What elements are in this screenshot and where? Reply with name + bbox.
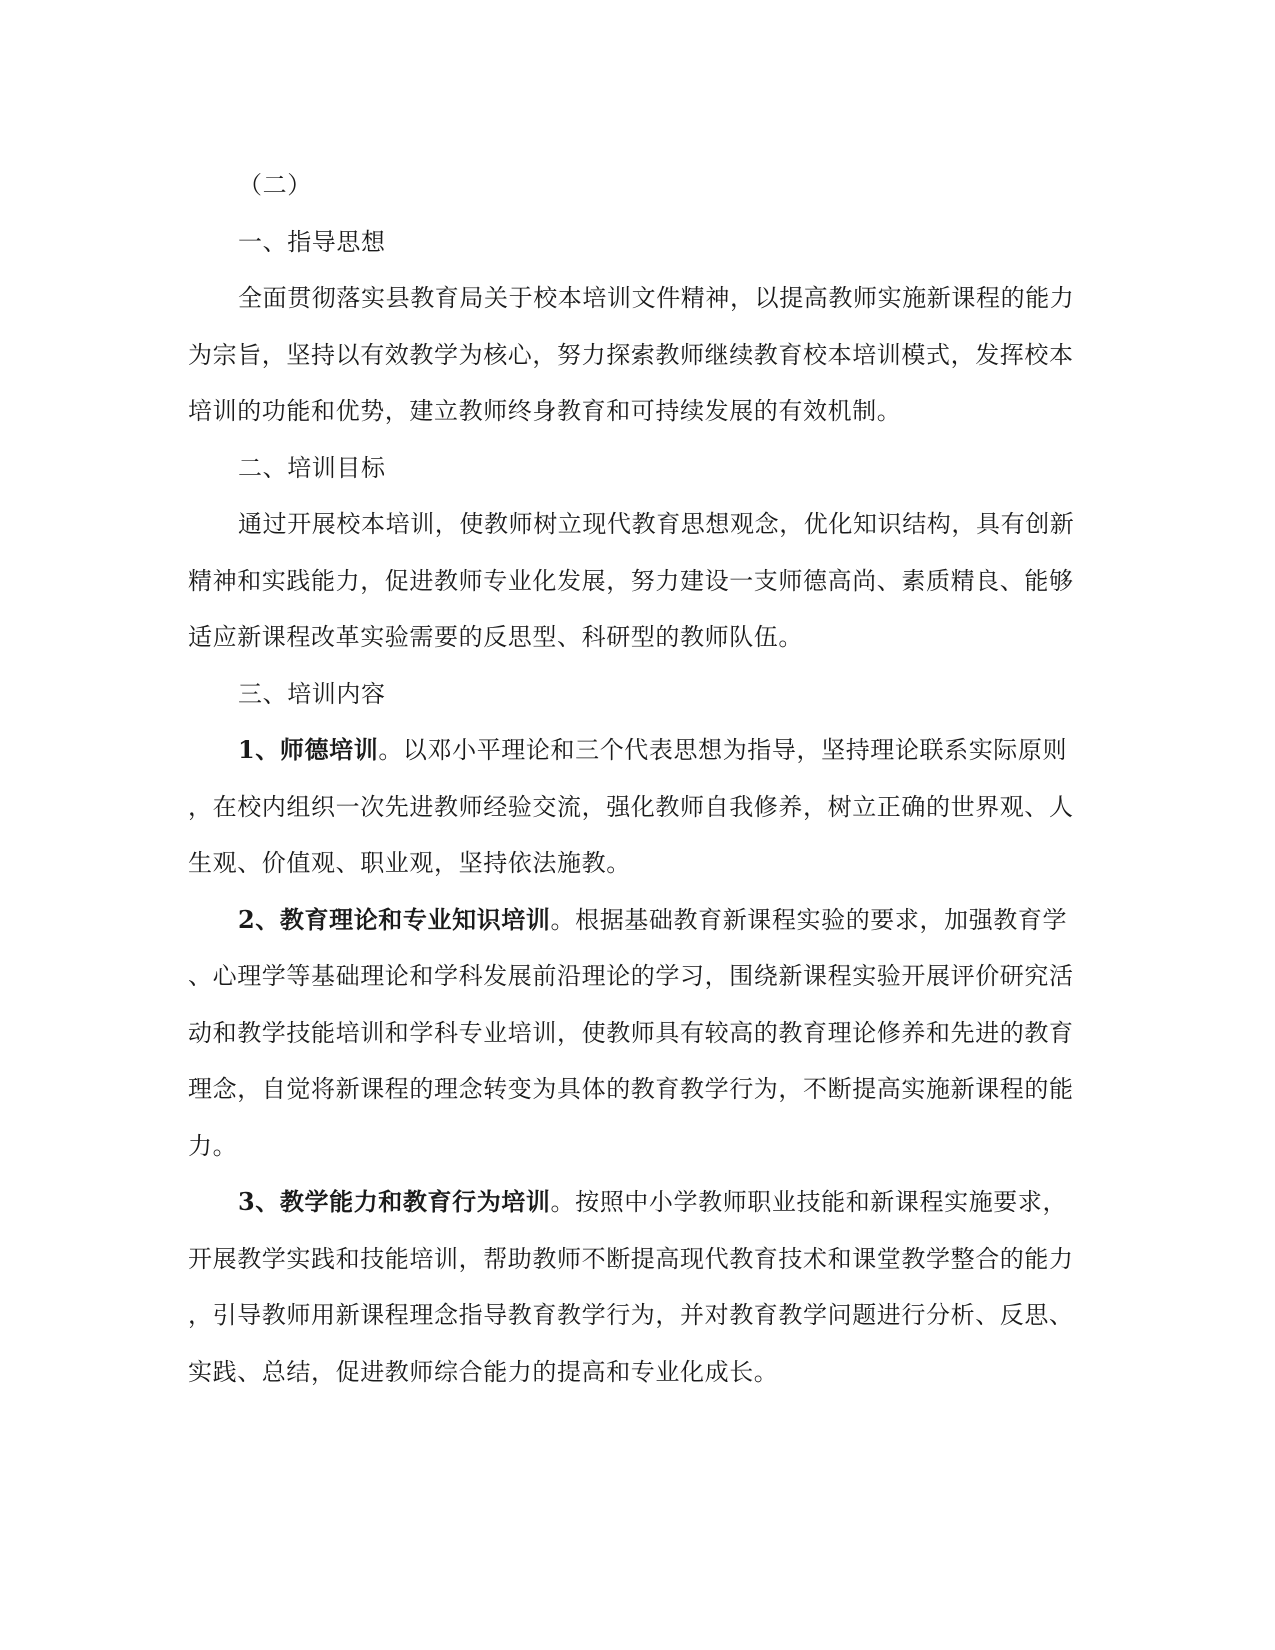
heading-training-content: 三、培训内容 [238, 680, 386, 708]
paragraph-line: 、心理学等基础理论和学科发展前沿理论的学习，围绕新课程实验开展评价研究活 [188, 962, 1074, 990]
heading-guiding-ideology: 一、指导思想 [238, 228, 386, 256]
paragraph-line: 精神和实践能力，促进教师专业化发展，努力建设一支师德高尚、素质精良、能够 [188, 567, 1074, 595]
paragraph-line: ，在校内组织一次先进教师经验交流，强化教师自我修养，树立正确的世界观、人 [188, 793, 1074, 821]
item-2-title: 2、教育理论和专业知识培训 [238, 905, 551, 934]
item-1-text: 。以邓小平理论和三个代表思想为指导，坚持理论联系实际原则 [378, 736, 1068, 764]
paragraph-line: 开展教学实践和技能培训，帮助教师不断提高现代教育技术和课堂教学整合的能力 [188, 1245, 1074, 1273]
section-marker: （二） [238, 171, 312, 199]
paragraph-line: 为宗旨，坚持以有效教学为核心，努力探索教师继续教育校本培训模式，发挥校本 [188, 341, 1074, 369]
item-1-first-line [238, 735, 1138, 765]
item-3-title: 3、教学能力和教育行为培训 [238, 1187, 551, 1216]
paragraph-line: 全面贯彻落实县教育局关于校本培训文件精神，以提高教师实施新课程的能力 [238, 284, 1075, 312]
paragraph-line: 力。 [188, 1132, 238, 1160]
item-1-title: 1、师德培训 [238, 735, 379, 764]
paragraph-line: 适应新课程改革实验需要的反思型、科研型的教师队伍。 [188, 623, 803, 651]
paragraph-line: 实践、总结，促进教师综合能力的提高和专业化成长。 [188, 1358, 779, 1386]
item-2-first-line [238, 905, 1138, 935]
item-3-first-line [238, 1187, 1138, 1217]
paragraph-line: 通过开展校本培训，使教师树立现代教育思想观念，优化知识结构，具有创新 [238, 510, 1075, 538]
paragraph-line: 动和教学技能培训和学科专业培训，使教师具有较高的教育理论修养和先进的教育 [188, 1019, 1074, 1047]
paragraph-line: 生观、价值观、职业观，坚持依法施教。 [188, 849, 631, 877]
paragraph-line: ，引导教师用新课程理念指导教育教学行为，并对教育教学问题进行分析、反思、 [188, 1301, 1074, 1329]
paragraph-line: 培训的功能和优势，建立教师终身教育和可持续发展的有效机制。 [188, 397, 902, 425]
item-2-text: 。根据基础教育新课程实验的要求，加强教育学 [550, 906, 1068, 934]
heading-training-goals: 二、培训目标 [238, 454, 386, 482]
paragraph-line: 理念，自觉将新课程的理念转变为具体的教育教学行为，不断提高实施新课程的能 [188, 1075, 1074, 1103]
item-3-text: 。按照中小学教师职业技能和新课程实施要求， [550, 1188, 1068, 1216]
